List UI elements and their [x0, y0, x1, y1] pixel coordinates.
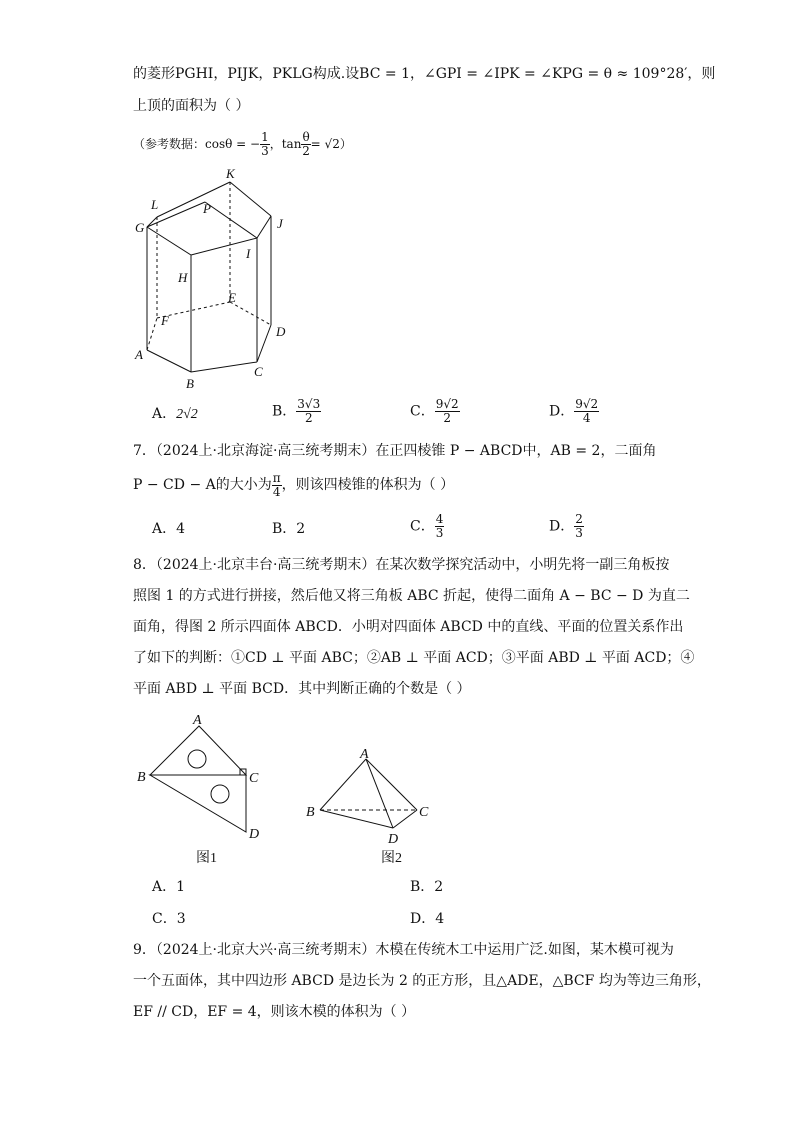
edge-AB	[320, 759, 366, 810]
edge-CD	[257, 325, 271, 362]
q6-option-c: C． $\frac{9√2}{2}$	[410, 397, 459, 425]
q8-figure-1	[130, 708, 280, 868]
label-C: C	[254, 364, 263, 379]
fig2-label-C: C	[419, 805, 429, 820]
edge-PI	[205, 202, 257, 238]
q6-line-2: 上顶的面积为（ ）	[133, 98, 250, 114]
label-G: G	[135, 220, 145, 235]
q8-line-2: 照图 1 的方式进行拼接，然后他又将三角板 ABC 折起，使得二面角 A − BC − D 为直二	[133, 588, 690, 604]
q6-option-b: B． $\frac{3√3}{2}$	[272, 397, 321, 425]
triangle-BCD	[150, 775, 246, 832]
label-P: P	[203, 201, 211, 216]
edge-AD	[366, 759, 393, 828]
fig1-caption: 图1	[196, 851, 217, 866]
q8-option-c: C．3	[152, 911, 186, 927]
q8-line-3: 面角，得图 2 所示四面体 ABCD．小明对四面体 ABCD 中的直线、平面的位置关系作出	[133, 619, 684, 635]
edge-BD	[320, 810, 393, 828]
label-J: J	[277, 216, 283, 231]
edge-AC	[366, 759, 417, 810]
fig2-caption: 图2	[381, 851, 402, 866]
edge-KJ	[230, 182, 271, 216]
fig1-label-D: D	[249, 827, 260, 842]
q7-option-b: B．2	[272, 521, 306, 537]
edge-JI	[257, 216, 271, 238]
q7-line-1: 7．（2024上·北京海淀·高三统考期末）在正四棱锥 P − ABCD中，AB = 2，二面角	[133, 443, 657, 459]
fig1-label-A: A	[193, 713, 202, 728]
ref-cos-fraction: $\frac{1}{3}$	[261, 130, 269, 158]
label-B: B	[186, 376, 194, 391]
fig1-label-C: C	[249, 771, 259, 786]
label-A: A	[135, 347, 143, 362]
q6-line-1: 的菱形PGHI，PIJK，PKLG构成.设BC = 1，∠GPI = ∠IPK = ∠KPG = θ ≈ 109°28′，则	[133, 66, 716, 82]
edge-ED-hidden	[230, 302, 271, 325]
q8-figure-2	[300, 744, 440, 868]
edge-LG	[147, 217, 157, 227]
q6-option-d: D． $\frac{9√2}{4}$	[549, 397, 599, 425]
q8-line-4: 了如下的判断：①CD ⊥ 平面 ABC；②AB ⊥ 平面 ACD；③平面 ABD ⊥ 平面 ACD；④	[133, 650, 695, 666]
edge-AF-hidden	[147, 318, 157, 350]
label-D: D	[276, 324, 286, 339]
q7-line-2: P − CD − A的大小为 $\frac{\pi}{4}$ ，则该四棱锥的体积为（ ）	[133, 470, 455, 499]
q8-line-1: 8．（2024上·北京丰台·高三统考期末）在某次数学探究活动中，小明先将一副三角板按	[133, 557, 670, 573]
edge-CD	[393, 810, 417, 828]
board-hole-1	[188, 750, 206, 768]
label-I: I	[246, 246, 251, 261]
fig2-label-D: D	[388, 832, 399, 847]
fig2-label-B: B	[306, 805, 315, 820]
label-F: F	[161, 313, 169, 328]
q9-line-2: 一个五面体，其中四边形 ABCD 是边长为 2 的正方形，且△ADE，△BCF 均为等边三角形，	[133, 973, 711, 989]
edge-AB	[147, 350, 191, 372]
q6-option-a: A．2√2	[152, 406, 198, 422]
board-hole-2	[211, 785, 229, 803]
label-E: E	[228, 290, 236, 305]
label-K: K	[226, 166, 235, 181]
label-L: L	[151, 197, 159, 212]
fig1-label-B: B	[137, 770, 146, 785]
label-H: H	[178, 270, 188, 285]
edge-GH	[147, 227, 191, 255]
q9-line-1: 9．（2024上·北京大兴·高三统考期末）木模在传统木工中运用广泛.如图，某木模可视为	[133, 942, 674, 958]
ref-prefix: （参考数据：cosθ = −	[133, 137, 261, 151]
fig2-label-A: A	[360, 747, 369, 762]
ref-mid: ，tan	[269, 137, 302, 151]
ref-suffix: = √2）	[310, 137, 352, 151]
q9-line-3: EF // CD，EF = 4，则该木模的体积为（ ）	[133, 1004, 416, 1020]
q8-line-5: 平面 ABD ⊥ 平面 BCD．其中判断正确的个数是（ ）	[133, 681, 471, 697]
ref-tan-fraction: $\frac{\theta}{2}$	[302, 130, 310, 158]
q6-prism-figure	[125, 160, 305, 392]
q7-option-d: D． $\frac{2}{3}$	[549, 512, 583, 540]
q8-option-b: B．2	[410, 879, 444, 895]
q6-reference-data	[133, 128, 352, 160]
edge-BC	[191, 362, 257, 372]
q8-option-d: D．4	[410, 911, 445, 927]
q7-option-a: A．4	[152, 521, 186, 537]
q8-option-a: A．1	[152, 879, 186, 895]
q7-option-c: C． $\frac{4}{3}$	[410, 512, 444, 540]
